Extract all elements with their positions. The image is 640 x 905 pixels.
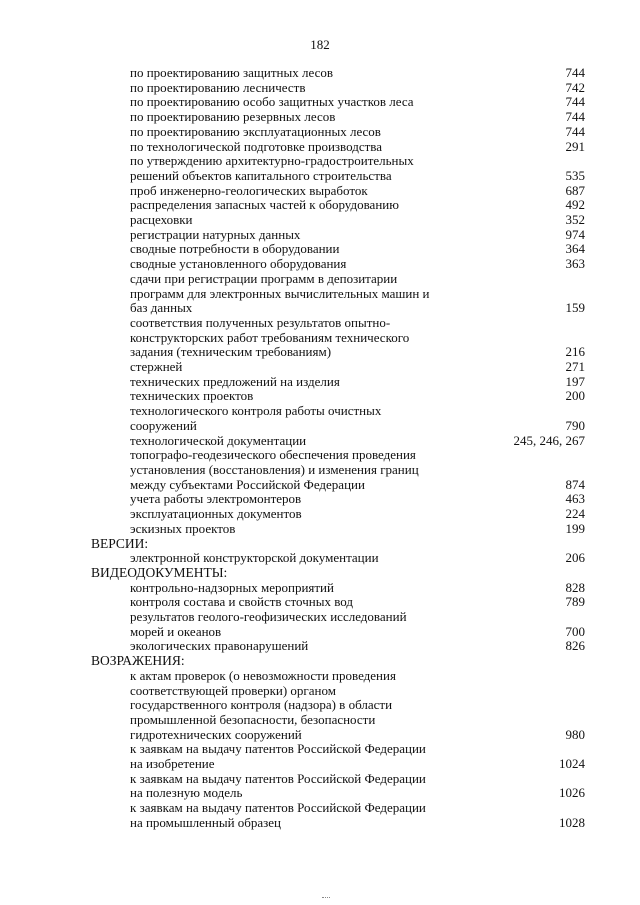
index-entry <box>130 140 585 155</box>
entry-page-numbers: 463 <box>565 491 585 507</box>
index-entry <box>130 213 585 228</box>
entry-term-line: распределения запасных частей к оборудованию <box>130 197 399 213</box>
entry-term-line: сооружений <box>130 417 197 433</box>
entry-term-line: по проектированию эксплуатационных лесов <box>130 123 381 139</box>
entry-term <box>130 272 585 316</box>
entry-term <box>130 595 585 610</box>
entry-term <box>130 492 585 507</box>
index-entry <box>130 360 585 375</box>
entry-term <box>130 522 585 537</box>
entry-page-numbers: 291 <box>565 138 585 154</box>
entry-page-numbers: 744 <box>565 65 585 80</box>
entry-page-numbers: 744 <box>565 94 585 110</box>
entry-page-numbers: 687 <box>565 182 585 198</box>
entry-page-numbers: 790 <box>565 417 585 433</box>
entry-term-line: контроля состава и свойств сточных вод <box>130 594 353 610</box>
entry-page-numbers: 980 <box>565 726 585 742</box>
entry-term <box>130 242 585 257</box>
entry-term-line: установления (восстановления) и изменения границ <box>130 461 419 477</box>
entry-page-numbers: 789 <box>565 594 585 610</box>
index-entry <box>130 95 585 110</box>
entry-term-line: программ для электронных вычислительных машин и <box>130 285 430 301</box>
entry-term-line: на полезную модель <box>130 785 243 801</box>
entry-page-numbers: 744 <box>565 123 585 139</box>
entry-term-line: проб инженерно-геологических выработок <box>130 182 368 198</box>
entry-term-line: гидротехнических сооружений <box>130 726 302 742</box>
index-entry <box>130 581 585 596</box>
entry-term-line: соответствующей проверки) органом <box>130 682 336 698</box>
entry-page-numbers: 874 <box>565 476 585 492</box>
index-entry <box>130 375 585 390</box>
entry-term-line: сводные потребности в оборудовании <box>130 241 340 257</box>
entry-page-numbers: 828 <box>565 579 585 595</box>
entry-page-numbers: 535 <box>565 167 585 183</box>
index-section-heading: ВОЗРАЖЕНИЯ: <box>91 653 185 669</box>
entry-term <box>130 110 585 125</box>
entry-term-line: учета работы электромонтеров <box>130 491 302 507</box>
entry-term <box>130 389 585 404</box>
entry-term-line: к заявкам на выдачу патентов Российской Федерации <box>130 800 426 816</box>
entry-term-line: конструкторских работ требованиям технического <box>130 329 410 345</box>
entry-term <box>130 742 585 771</box>
entry-term-line: эксплуатационных документов <box>130 506 302 522</box>
entry-term-line: к актам проверок (о невозможности проведения <box>130 667 396 683</box>
index-entry <box>130 610 585 639</box>
scan-mark <box>322 897 330 899</box>
entry-term <box>130 639 585 654</box>
index-entry <box>130 125 585 140</box>
entry-term-line: к заявкам на выдачу патентов Российской Федерации <box>130 741 426 757</box>
entry-page-numbers: 492 <box>565 197 585 213</box>
entry-term-line: электронной конструкторской документации <box>130 550 379 566</box>
entry-term <box>130 801 585 830</box>
entry-term <box>130 198 585 213</box>
entry-page-numbers: 216 <box>565 344 585 360</box>
entry-term-line: задания (техническим требованиям) <box>130 344 332 360</box>
entry-page-numbers: 245, 246, 267 <box>513 432 585 448</box>
index-entry <box>130 742 585 771</box>
index-list <box>0 66 640 831</box>
entry-term-line: сдачи при регистрации программ в депозитарии <box>130 270 398 286</box>
index-entry <box>130 154 585 183</box>
entry-page-numbers: 200 <box>565 388 585 404</box>
entry-term <box>130 316 585 360</box>
entry-term <box>130 81 585 96</box>
entry-term <box>130 507 585 522</box>
page-number: 182 <box>310 37 330 52</box>
entry-term-line: технических предложений на изделия <box>130 373 340 389</box>
entry-term-line: топографо-геодезического обеспечения проведения <box>130 447 416 463</box>
entry-term <box>130 66 585 81</box>
index-entry <box>130 228 585 243</box>
entry-term <box>130 610 585 639</box>
entry-page-numbers: 742 <box>565 79 585 95</box>
index-entry <box>130 257 585 272</box>
entry-term-line: морей и океанов <box>130 623 222 639</box>
entry-page-numbers: 744 <box>565 109 585 125</box>
entry-term-line: контрольно-надзорных мероприятий <box>130 579 334 595</box>
entry-term-line: технологического контроля работы очистных <box>130 403 382 419</box>
entry-term <box>130 404 585 433</box>
entry-term-line: баз данных <box>130 300 193 316</box>
entry-term-line: по проектированию особо защитных участков леса <box>130 94 414 110</box>
entry-term-line: между субъектами Российской Федерации <box>130 476 365 492</box>
entry-term <box>130 95 585 110</box>
index-section-heading: ВЕРСИИ: <box>91 535 149 551</box>
index-entry <box>130 507 585 522</box>
index-entry <box>130 492 585 507</box>
entry-page-numbers: 1028 <box>559 814 585 830</box>
index-entry <box>130 198 585 213</box>
entry-term <box>130 448 585 492</box>
entry-term-line: по технологической подготовке производства <box>130 138 383 154</box>
index-entry <box>130 389 585 404</box>
entry-term <box>130 125 585 140</box>
entry-term-line: к заявкам на выдачу патентов Российской Федерации <box>130 770 426 786</box>
entry-page-numbers: 224 <box>565 506 585 522</box>
entry-term <box>130 184 585 199</box>
entry-page-numbers: 364 <box>565 241 585 257</box>
entry-page-numbers: 271 <box>565 359 585 375</box>
entry-term <box>130 140 585 155</box>
entry-term-line: технологической документации <box>130 432 307 448</box>
entry-term-line: эскизных проектов <box>130 520 236 536</box>
entry-term-line: по утверждению архитектурно-градостроительных <box>130 153 414 169</box>
index-entry <box>130 316 585 360</box>
entry-term-line: стержней <box>130 359 183 375</box>
entry-term <box>130 551 585 566</box>
index-entry <box>130 669 585 743</box>
index-entry <box>130 595 585 610</box>
index-entry <box>130 184 585 199</box>
entry-term-line: государственного контроля (надзора) в области <box>130 697 393 713</box>
entry-page-numbers: 1026 <box>559 785 585 801</box>
entry-term-line: по проектированию лесничеств <box>130 79 306 95</box>
entry-term <box>130 360 585 375</box>
entry-term-line: расцеховки <box>130 212 193 228</box>
entry-page-numbers: 159 <box>565 300 585 316</box>
index-entry <box>130 522 585 537</box>
entry-term-line: по проектированию защитных лесов <box>130 65 333 80</box>
entry-page-numbers: 197 <box>565 373 585 389</box>
entry-term-line: сводные установленного оборудования <box>130 256 347 272</box>
index-entry <box>130 639 585 654</box>
index-entry <box>130 66 585 81</box>
entry-term-line: экологических правонарушений <box>130 638 309 654</box>
index-entry <box>130 772 585 801</box>
entry-term <box>130 375 585 390</box>
index-entry <box>130 434 585 449</box>
index-entry <box>130 110 585 125</box>
entry-term-line: на изобретение <box>130 756 215 772</box>
entry-term-line: решений объектов капитального строительства <box>130 167 392 183</box>
entry-term-line: по проектированию резервных лесов <box>130 109 336 125</box>
entry-page-numbers: 363 <box>565 256 585 272</box>
entry-page-numbers: 199 <box>565 520 585 536</box>
entry-term <box>130 772 585 801</box>
entry-term-line: результатов геолого-геофизических исследований <box>130 609 407 625</box>
entry-page-numbers: 1024 <box>559 756 585 772</box>
entry-page-numbers: 352 <box>565 212 585 228</box>
index-entry <box>130 551 585 566</box>
entry-page-numbers: 700 <box>565 623 585 639</box>
index-entry <box>130 272 585 316</box>
index-entry <box>130 404 585 433</box>
entry-page-numbers: 974 <box>565 226 585 242</box>
entry-page-numbers: 826 <box>565 638 585 654</box>
entry-term <box>130 581 585 596</box>
index-entry <box>130 242 585 257</box>
entry-term-line: регистрации натурных данных <box>130 226 301 242</box>
entry-term <box>130 257 585 272</box>
entry-term <box>130 669 585 743</box>
entry-term-line: промышленной безопасности, безопасности <box>130 711 376 727</box>
entry-term <box>130 228 585 243</box>
index-entry <box>130 81 585 96</box>
entry-term-line: соответствия полученных результатов опытно- <box>130 314 391 330</box>
index-section-heading: ВИДЕОДОКУМЕНТЫ: <box>91 564 228 580</box>
entry-term <box>130 213 585 228</box>
entry-term-line: на промышленный образец <box>130 814 282 830</box>
index-entry <box>130 801 585 830</box>
entry-page-numbers: 206 <box>565 550 585 566</box>
entry-term-line: технических проектов <box>130 388 254 404</box>
index-entry <box>130 448 585 492</box>
entry-term <box>130 154 585 183</box>
